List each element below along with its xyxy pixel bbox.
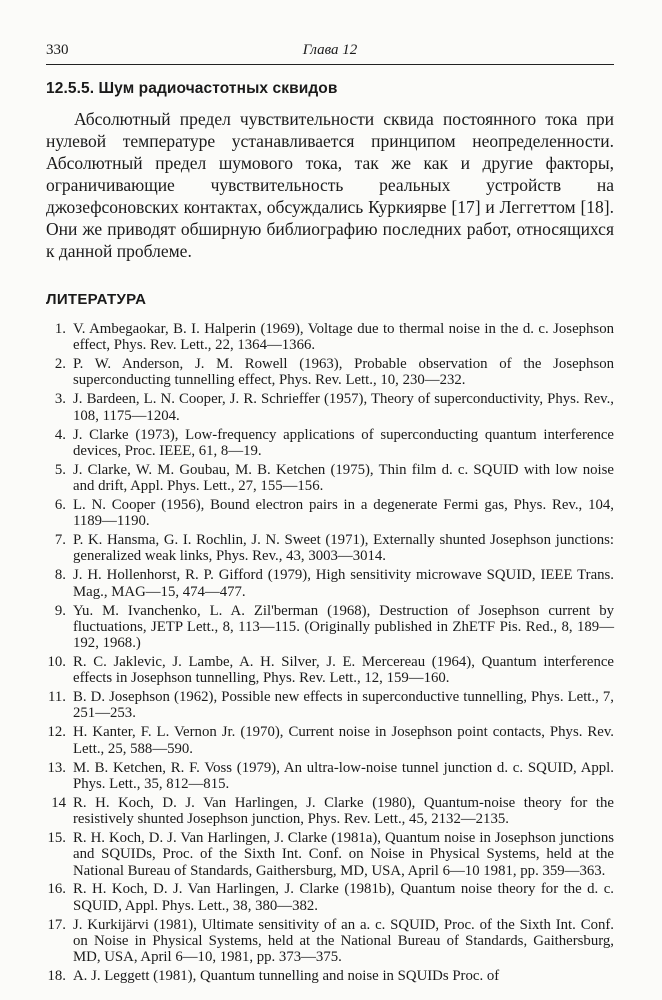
- reference-text: R. H. Koch, D. J. Van Harlingen, J. Clarke (1981a), Quantum noise in Josephson junctions and SQUIDs, Proc. of the Sixth Int. Conf. on Noise in Physical Systems, held at the National Bureau of Standards, Gaithersburg, MD, USA, April 6—10 1981, pp. 359—363.: [73, 829, 614, 879]
- reference-item: [46, 654, 614, 687]
- reference-number: 11.: [48, 689, 66, 706]
- reference-number: 18.: [47, 968, 66, 985]
- reference-number: 1.: [54, 321, 66, 337]
- reference-text: J. Clarke, W. M. Goubau, M. B. Ketchen (1975), Thin film d. c. SQUID with low noise and drift, Appl. Phys. Lett., 27, 155—156.: [73, 461, 614, 495]
- reference-number: 13.: [47, 759, 66, 776]
- reference-item: [46, 724, 614, 757]
- reference-number: 10.: [47, 653, 66, 670]
- reference-item: [46, 968, 614, 984]
- reference-item: [46, 567, 614, 600]
- reference-number: 12.: [47, 724, 66, 741]
- reference-number: 15.: [47, 829, 66, 846]
- reference-item: [46, 321, 614, 354]
- reference-item: [46, 830, 614, 879]
- reference-number: 2.: [54, 356, 66, 373]
- reference-text: A. J. Leggett (1981), Quantum tunnelling and noise in SQUIDs Proc. of: [73, 968, 500, 985]
- reference-item: [46, 391, 614, 424]
- reference-text: J. Kurkijärvi (1981), Ultimate sensitivity of an a. c. SQUID, Proc. of the Sixth Int. Conf. on Noise in Physical Systems, held at the National Bureau of Standards, Gaithersburg, MD, USA, April 6—10, 1981, pp. 373—375.: [73, 916, 614, 966]
- reference-text: J. Clarke (1973), Low-frequency applications of superconducting quantum interference devices, Proc. IEEE, 61, 8—19.: [73, 426, 614, 459]
- reference-number: 3.: [54, 391, 66, 408]
- reference-text: V. Ambegaokar, B. I. Halperin (1969), Voltage due to thermal noise in the d. c. Josephson effect, Phys. Rev. Lett., 22, 1364—1366.: [73, 321, 614, 354]
- reference-item: [46, 532, 614, 565]
- reference-number: 8.: [54, 567, 66, 584]
- reference-item: [46, 795, 614, 828]
- reference-text: P. K. Hansma, G. I. Rochlin, J. N. Sweet (1971), Externally shunted Josephson junctions: generalized weak links, Phys. Rev., 43, 3003—3014.: [73, 532, 614, 565]
- reference-item: [46, 917, 614, 966]
- page-header: [46, 40, 614, 62]
- reference-item: [46, 497, 614, 530]
- reference-text: B. D. Josephson (1962), Possible new effects in superconductive tunnelling, Phys. Lett., 7, 251—253.: [73, 689, 614, 722]
- running-title: Глава 12: [302, 42, 358, 58]
- page-number: 330: [46, 42, 69, 58]
- reference-text: Yu. M. Ivanchenko, L. A. Zil'berman (1968), Destruction of Josephson current by fluctuations, JETP Lett., 8, 113—115. (Originally published in ZhETF Pis. Red., 8, 189—192, 1968.): [73, 602, 614, 652]
- references-heading: ЛИТЕРАТУРА: [46, 291, 147, 308]
- reference-list: [46, 321, 614, 987]
- reference-item: [46, 760, 614, 793]
- reference-number: 5.: [54, 461, 66, 478]
- reference-item: [46, 689, 614, 722]
- reference-text: J. H. Hollenhorst, R. P. Gifford (1979), High sensitivity microwave SQUID, IEEE Trans. Mag., MAG—15, 474—477.: [73, 567, 614, 600]
- reference-text: J. Bardeen, L. N. Cooper, J. R. Schrieffer (1957), Theory of superconductivity, Phys. Rev., 108, 1175—1204.: [73, 391, 614, 424]
- reference-text: R. H. Koch, D. J. Van Harlingen, J. Clarke (1980), Quantum-noise theory for the resistively shunted Josephson junction, Phys. Rev. Lett., 45, 2132—2135.: [73, 794, 614, 828]
- reference-item: [46, 356, 614, 389]
- reference-number: 16.: [47, 881, 66, 898]
- section-paragraph: Абсолютный предел чувствительности сквида постоянного тока при нулевой температуре устанавливается принципом неопределенности. Абсолютный предел шумового тока, так же как и другие факторы, ограничивающие чувствительность реальных устройств на джозефсоновских контактах, обсуждались Куркиярве [17] и Леггеттом [18]. Они же приводят обширную библиографию последних работ, относящихся к данной проблеме.: [46, 109, 614, 261]
- reference-item: [46, 427, 614, 460]
- reference-text: P. W. Anderson, J. M. Rowell (1963), Probable observation of the Josephson superconducting tunnelling effect, Phys. Rev. Lett., 10, 230—232.: [73, 356, 614, 389]
- reference-number: 4.: [54, 426, 66, 443]
- reference-item: [46, 462, 614, 495]
- reference-number: 7.: [54, 532, 66, 549]
- reference-number: 9.: [54, 602, 66, 619]
- section-heading: 12.5.5. Шум радиочастотных сквидов: [46, 80, 338, 97]
- reference-number: 6.: [54, 496, 66, 513]
- reference-number: 14: [51, 794, 66, 811]
- reference-text: R. H. Koch, D. J. Van Harlingen, J. Clarke (1981b), Quantum noise theory for the d. c. SQUID, Appl. Phys. Lett., 38, 380—382.: [73, 881, 614, 914]
- reference-text: L. N. Cooper (1956), Bound electron pairs in a degenerate Fermi gas, Phys. Rev., 104, 1189—1190.: [73, 496, 614, 530]
- reference-number: 17.: [47, 916, 66, 933]
- header-rule: [46, 64, 614, 65]
- reference-text: M. B. Ketchen, R. F. Voss (1979), An ultra-low-noise tunnel junction d. c. SQUID, Appl. Phys. Lett., 35, 812—815.: [73, 759, 614, 792]
- reference-text: R. C. Jaklevic, J. Lambe, A. H. Silver, J. E. Mercereau (1964), Quantum interference effects in Josephson tunnelling, Phys. Rev. Lett., 12, 159—160.: [73, 653, 614, 687]
- reference-item: [46, 881, 614, 914]
- reference-item: [46, 603, 614, 652]
- reference-text: H. Kanter, F. L. Vernon Jr. (1970), Current noise in Josephson point contacts, Phys. Rev. Lett., 25, 588—590.: [73, 724, 614, 757]
